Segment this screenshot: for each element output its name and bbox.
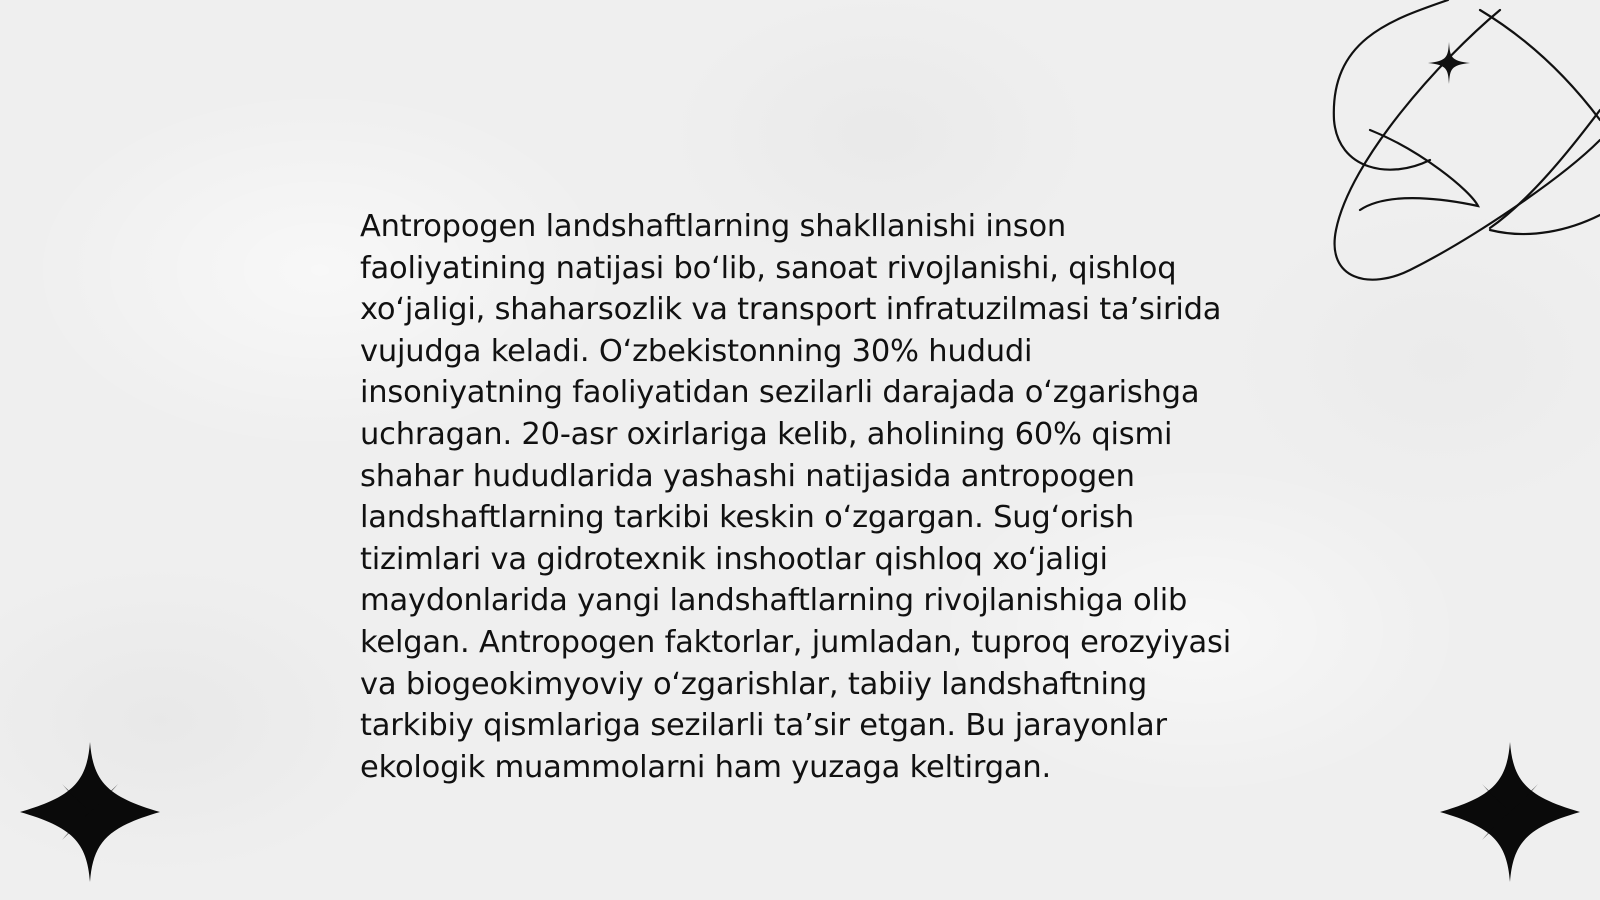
star-icon [1440,742,1580,882]
body-paragraph: Antropogen landshaftlarning shakllanishi inson faoliyatining natijasi bo‘lib, sanoat rivojlanishi, qishloq xo‘jaligi, shaharsozlik va transport infratuzilmasi ta’sirida vujudga keladi. O‘zbekistonning 30% hududi insoniyatning faoliyatidan sezilarli darajada o‘zgarishga uchragan. 20-asr oxirlariga kelib, aholining 60% qismi shahar hududlarida yashashi natijasida antropogen landshaftlarning tarkibi keskin o‘zgargan. Sug‘orish tizimlari va gidrotexnik inshootlar qishloq xo‘jaligi maydonlarida yangi landshaftlarning rivojlanishiga olib kelgan. Antropogen faktorlar, jumladan, tuproq erozyiyasi va biogeokimyoviy o‘zgarishlar, tabiiy landshaftning tarkibiy qismlariga sezilarli ta’sir etgan. Bu jarayonlar ekologik muammolarni ham yuzaga keltirgan. [360,209,1232,785]
small-sparkle-icon [1428,42,1470,84]
star-icon [20,742,160,882]
